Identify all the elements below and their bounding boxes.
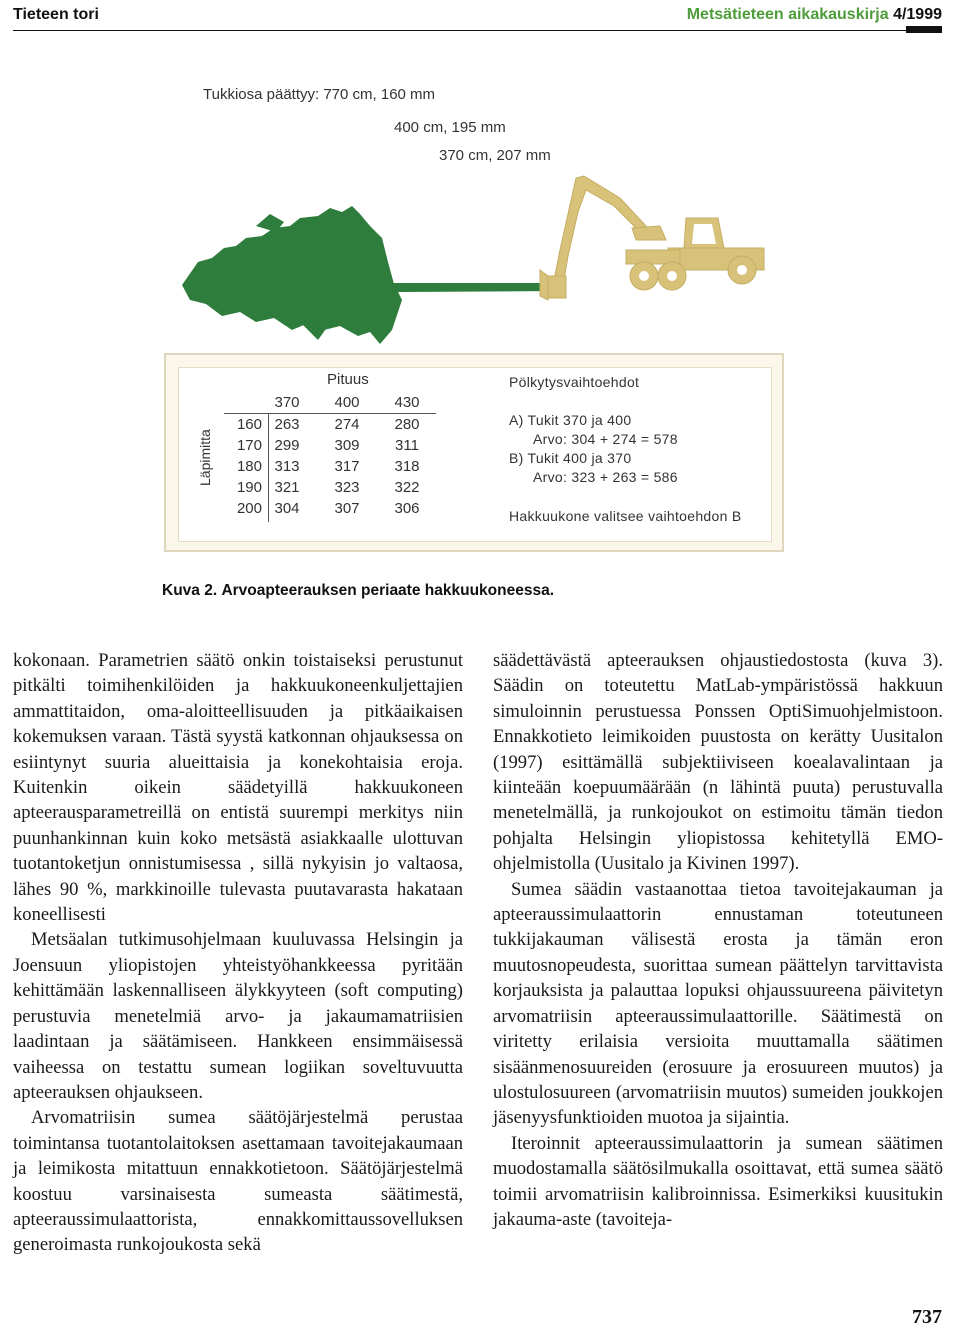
paragraph: Sumea säädin vastaanottaa tietoa tavoitejakauman ja apteeraussimulaattorin ennustaman toteutuneen tukkijakauman välisestä erosta ja tämän eron muutosnopeudesta, suorittaa sumean päättelyn tarvittavista korjauksista ja palauttaa lopuksi ohjaussuureena päivitetyn arvomatriisin apteeraussimulaattorille. Säätimestä on viritetty erilaisia versioita muuttamalla säätimen sisäänmenosuureiden (erosuure ja erosuureen muutos) ja ulostulosuureen (arvomatriisin muutos) sumeiden joukkojen jäsenyysfunktioiden muotoa ja sijaintia.: [493, 878, 943, 1129]
column-header: 370: [274, 394, 300, 411]
column-header: 400: [334, 394, 360, 411]
row-diameter: 170: [236, 437, 262, 454]
length-axis-label: Pituus: [327, 371, 369, 388]
row-diameter: 160: [236, 416, 262, 433]
table-cell: 311: [395, 437, 419, 454]
table-cell: 299: [274, 437, 300, 454]
harvester-machine: [540, 176, 764, 300]
table-cell: 280: [394, 416, 420, 433]
table-cell: 317: [334, 458, 360, 475]
caption-text: Arvoapteerauksen periaate hakkuukoneessa.: [221, 582, 554, 599]
table-cell: 322: [394, 479, 420, 496]
table-cell: 323: [334, 479, 360, 496]
paragraph: Metsäalan tutkimusohjelmaan kuuluvassa Helsingin ja Joensuun yliopistojen yhteistyöhankkeessa pyritään kehittämään laskennalliseen älykkyyteen (soft computing) perustuvia menetelmiä arvo- ja jakaumamatriisien laadintaan ja säätämiseen. Hankkeen ensimmäisessä vaiheessa on testattu sumean logiikan soveltuvuutta apteerauksen ohjaukseen.: [13, 929, 463, 1103]
option-b-value: Arvo: 323 + 263 = 586: [533, 469, 678, 485]
body-column-left: [13, 648, 463, 1258]
caption-label: Kuva 2.: [162, 582, 218, 599]
table-cell: 318: [394, 458, 420, 475]
option-a-value: Arvo: 304 + 274 = 578: [533, 431, 678, 447]
column-header: 430: [394, 394, 420, 411]
paragraph: Arvomatriisin sumea säätöjärjestelmä perustaa toimintansa tuotantolaitoksen asettamaan tavoitejakaumaan ja leimikosta mitattuun ennakkotietoon. Säätöjärjestelmä koostuu varsinaisesta sumeasta säätimestä, apteeraussimulaattorista, ennakkomittaussovelluksen generoimasta runkojoukosta sekä: [13, 1107, 463, 1256]
table-cell: 263: [274, 416, 300, 433]
figure-caption: [162, 582, 554, 600]
row-diameter: 200: [236, 500, 262, 517]
journal-name: Metsätieteen aikakauskirja: [686, 6, 889, 23]
table-header-rule: [224, 413, 436, 414]
paragraph: kokonaan. Parametrien säätö onkin toistaiseksi perustunut pitkälti toimihenkilöiden ja hakkuukoneenkuljettajien ammattitaidon, oma-aloitteellisuuden ja pitkäaikaisen kokemuksen varaan. Tästä syystä katkonnan ohjauksessa on esiintynyt suuria alueittaisia ja konekohtaisia eroja. Kuitenkin oikein säädetyillä hakkuukoneen apteerausparametreillä on entistä suurempi merkitys niin puunhankinnan kuin koko metsästä asiakkaalle ulottuvan tuotantoketjun onnistumisessa , sillä nykyisin jo valtaosa, lähes 90 %, markkinoille tulevasta puutavarasta hakataan koneellisesti: [13, 650, 463, 926]
option-a: A) Tukit 370 ja 400: [509, 412, 632, 428]
page-number: 737: [912, 1306, 942, 1328]
decision-text: Hakkuukone valitsee vaihtoehdon B: [509, 508, 742, 524]
option-b: B) Tukit 400 ja 370: [509, 450, 632, 466]
table-cell: 313: [274, 458, 300, 475]
table-cell: 306: [394, 500, 420, 517]
diameter-axis-label: Läpimitta: [197, 429, 213, 486]
row-diameter: 180: [236, 458, 262, 475]
table-cell: 304: [274, 500, 300, 517]
row-diameter: 190: [236, 479, 262, 496]
section-title: Tieteen tori: [13, 6, 99, 23]
log-cut-label-370: 370 cm, 207 mm: [439, 147, 551, 164]
table-cell: 307: [334, 500, 360, 517]
paragraph: säädettävästä apteerauksen ohjaustiedostosta (kuva 3). Säädin on toteutettu MatLab-ympäristössä hakkuun simuloinnin perustuessa Ponssen OptiSimuohjelmistoon. Ennakkotieto leimikoiden puustosta on kerätty Uusitalon (1997) esittämällä subjektiiviseen koealavalintaan ja kiinteään koepuumäärään (n lähintä puuta) perustuvalla menetelmällä, ja runkojoukot on estimoitu tämän tiedon pohjalta Helsingin yliopistossa kehitetyllä EMO-ohjelmistolla (Uusitalo ja Kivinen 1997).: [493, 650, 943, 875]
table-cell: 274: [334, 416, 360, 433]
table-cell: 321: [274, 479, 300, 496]
log-cut-label-400: 400 cm, 195 mm: [394, 119, 506, 136]
options-title: Pölkytysvaihtoehdot: [509, 374, 640, 390]
table-cell: 309: [334, 437, 360, 454]
tree-crown: [182, 206, 402, 344]
log-end-label: Tukkiosa päättyy: 770 cm, 160 mm: [203, 86, 436, 103]
tree-stem: [256, 283, 560, 293]
issue-number: 4/1999: [893, 6, 942, 23]
paragraph: Iteroinnit apteeraussimulaattorin ja sumean säätimen muodostamalla säätösilmukalla osoittavat, että sumea säätö toimii arvomatriisin kalibroinnissa. Esimerkiksi kuusitukin jakauma-aste (tavoiteja-: [493, 1132, 943, 1230]
body-column-right: [493, 648, 943, 1232]
harvester-illustration: [0, 0, 960, 360]
